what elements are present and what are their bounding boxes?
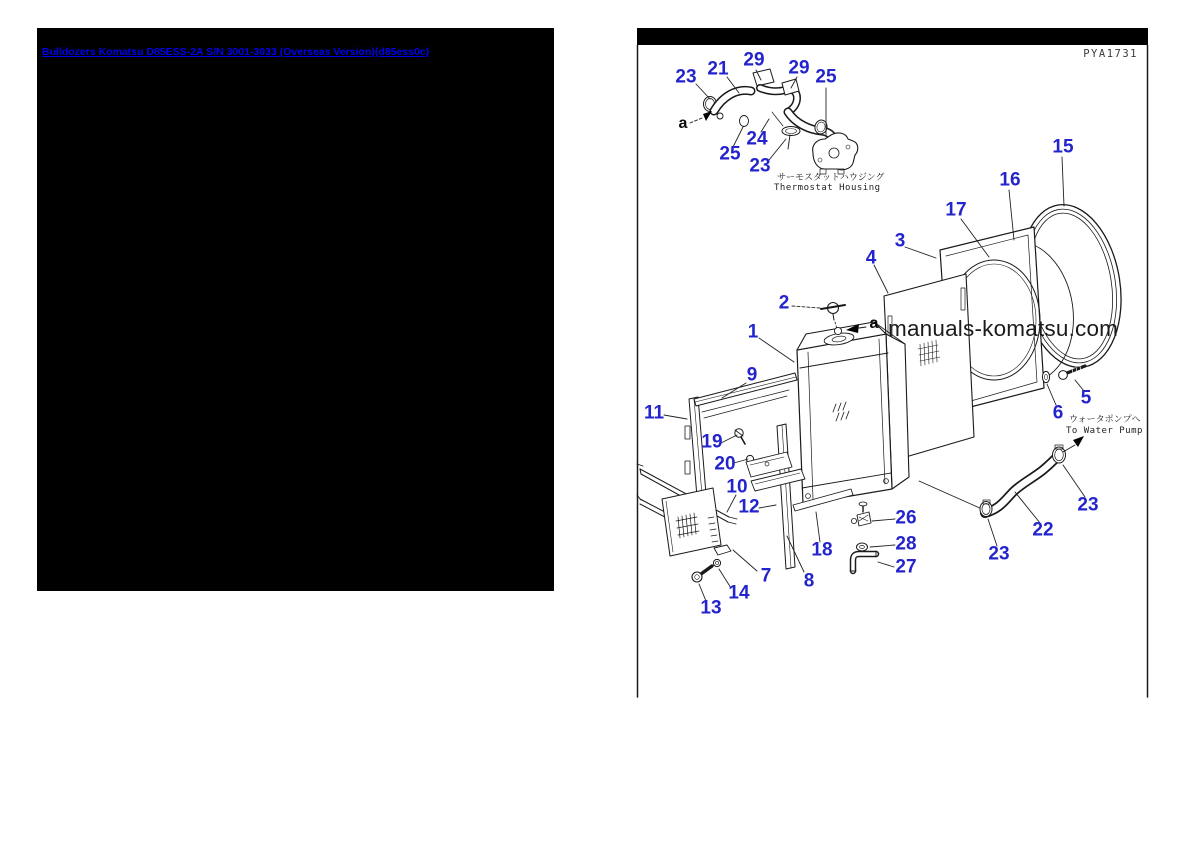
callout-19: 19	[701, 431, 723, 453]
callout-14: 14	[728, 582, 750, 604]
callout-10: 10	[726, 476, 748, 498]
callout-8: 8	[803, 570, 815, 592]
thermostat-housing-label-en: Thermostat Housing	[774, 183, 881, 193]
callout-11: 11	[643, 402, 665, 424]
callout-13: 13	[700, 597, 722, 619]
callout-23: 23	[1077, 494, 1099, 516]
watermark-text: manuals-komatsu.com	[888, 316, 1119, 341]
bolt-washer-drawing	[1042, 366, 1085, 383]
hose-assembly-drawing	[919, 436, 1084, 517]
callout-4: 4	[865, 247, 877, 269]
callout-3: 3	[894, 230, 906, 252]
callout-12: 12	[738, 496, 760, 518]
callout-9: 9	[746, 364, 758, 386]
callout-7: 7	[760, 565, 772, 587]
callout-23: 23	[749, 155, 771, 177]
drain-fittings-drawing	[850, 502, 876, 571]
callout-1: 1	[747, 321, 759, 343]
lower-guard-drawing	[637, 464, 737, 582]
callout-28: 28	[895, 533, 917, 555]
callout-a: a	[678, 115, 688, 132]
callout-23: 23	[675, 66, 697, 88]
callout-22: 22	[1032, 519, 1054, 541]
callout-a: a	[869, 315, 879, 332]
callout-29: 29	[788, 57, 810, 79]
callout-17: 17	[945, 199, 967, 221]
to-water-pump-label-jp: ウォータポンプへ	[1069, 414, 1141, 424]
document-link[interactable]: Bulldozers Komatsu D85ESS-2A S/N 3001-3033 (Overseas Version)(d85ess0c)	[42, 46, 430, 58]
figure-code: PYA1731	[1083, 48, 1138, 60]
callout-15: 15	[1052, 136, 1074, 158]
callout-6: 6	[1052, 402, 1064, 424]
callout-29: 29	[743, 49, 765, 71]
callout-23: 23	[988, 543, 1010, 565]
callout-18: 18	[811, 539, 833, 561]
callout-21: 21	[707, 58, 729, 80]
callout-20: 20	[714, 453, 736, 475]
callout-27: 27	[895, 556, 917, 578]
callout-2: 2	[778, 292, 790, 314]
callout-26: 26	[895, 507, 917, 529]
callout-5: 5	[1080, 387, 1092, 409]
callout-25: 25	[815, 66, 837, 88]
callout-25: 25	[719, 143, 741, 165]
callout-24: 24	[746, 128, 768, 150]
to-water-pump-label-en: To Water Pump	[1066, 426, 1143, 436]
callout-16: 16	[999, 169, 1021, 191]
thermostat-housing-label-jp: サーモスタットハウジング	[777, 172, 885, 182]
